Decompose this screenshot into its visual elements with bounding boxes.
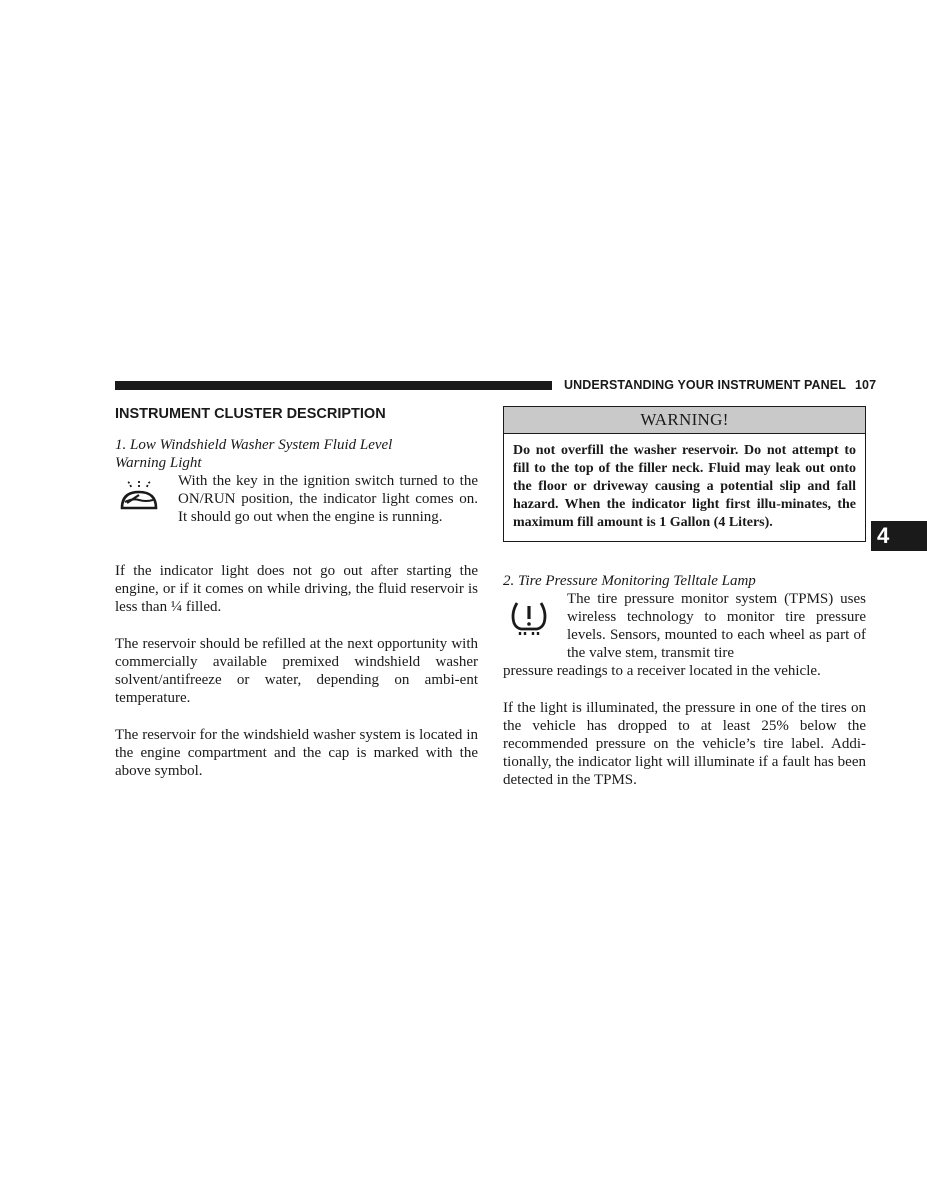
section-title: INSTRUMENT CLUSTER DESCRIPTION (115, 406, 386, 422)
washer-icon-row (115, 472, 478, 546)
tire-pressure-icon (509, 599, 549, 635)
washer-para-3: The reservoir for the windshield washer system is located in the engine compartment and the cap is marked with the above symbol. (115, 727, 478, 779)
tpms-para-1: If the light is illuminated, the pressure in one of the tires on the vehicle has dropped to at least 25% below the recommended pressure on the vehicle’s tire label. Addi-tionally, the indicator light will illuminate if a fault has been detected in the TPMS. (503, 700, 866, 788)
warning-title: WARNING! (504, 407, 865, 434)
washer-para-2: The reservoir should be refilled at the next opportunity with commercially available premixed windshield washer solvent/antifreeze or water, depending on ambi-ent temperature. (115, 636, 478, 706)
washer-fluid-icon (119, 478, 159, 512)
running-title: UNDERSTANDING YOUR INSTRUMENT PANEL (564, 378, 846, 392)
tpms-icon-text-tail: pressure readings to a receiver located in the vehicle. (503, 663, 821, 679)
header-rule (115, 381, 552, 390)
warning-box (503, 406, 866, 542)
tpms-icon-text: The tire pressure monitor system (TPMS) uses wireless technology to monitor tire pressure levels. Sensors, mounted to each wheel as part of the valve stem, transmit tire (567, 591, 866, 661)
tpms-icon-row (503, 590, 866, 662)
tpms-subhead: 2. Tire Pressure Monitoring Telltale Lamp (503, 573, 756, 589)
washer-icon-text: With the key in the ignition switch turned to the ON/RUN position, the indicator light comes on. It should go out when the engine is running. (178, 473, 478, 525)
washer-subhead-2: Warning Light (115, 455, 202, 471)
running-head (564, 378, 876, 392)
right-column (503, 406, 866, 789)
left-column (115, 405, 478, 780)
washer-para-1: If the indicator light does not go out after starting the engine, or if it comes on while driving, the fluid reservoir is less than ¼ filled. (115, 563, 478, 615)
page-number: 107 (854, 378, 877, 392)
chapter-tab: 4 (871, 521, 927, 551)
warning-body: Do not overfill the washer reservoir. Do not attempt to fill to the top of the filler neck. Fluid may leak out onto the floor or driveway causing a potential slip and fall hazard. When the indicator light first illu-minates, the maximum fill amount is 1 Gallon (4 Liters). (513, 443, 856, 530)
washer-subhead-1: 1. Low Windshield Washer System Fluid Level (115, 437, 393, 453)
tpms-section (503, 572, 866, 789)
